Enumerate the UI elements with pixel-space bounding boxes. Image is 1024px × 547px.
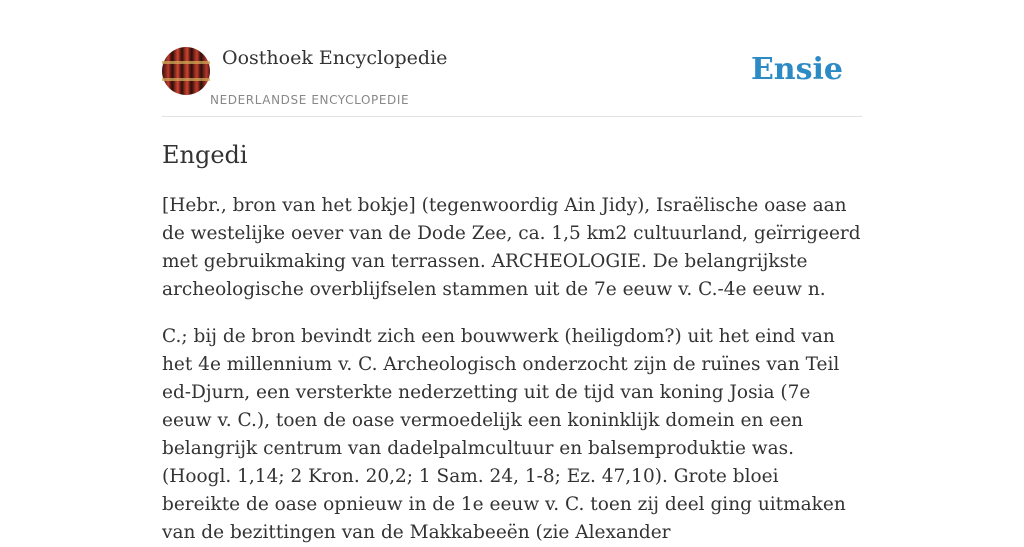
article-paragraph: C.; bij de bron bevindt zich een bouwwerk (heiligdom?) uit het eind van het 4e millennium v. C. Archeologisch onderzocht zijn de ruïnes van Teil ed-Djurn, een versterkte nederzetting uit de tijd van koning Josia (7e eeuw v. C.), toen de oase vermoedelijk een koninklijk domein en een belangrijk centrum van dadelpalmcultuur en balsemproduktie was. (Hoogl. 1,14; 2 Kron. 20,2; 1 Sam. 24, 1-8; Ez. 47,10). Grote bloei bereikte de oase opnieuw in de 1e eeuw v. C. toen zij deel ging uitmaken van de bezittingen van de Makkabeeën (zie Alexander bbox=[162, 326, 846, 543]
site-header bbox=[162, 46, 862, 117]
book-spine-band bbox=[162, 61, 210, 64]
encyclopedia-books-icon[interactable] bbox=[162, 47, 210, 95]
article-title: Engedi bbox=[162, 141, 248, 169]
site-name-link[interactable]: Oosthoek Encyclopedie bbox=[222, 47, 448, 69]
book-spine-band bbox=[162, 78, 210, 81]
site-subtitle: NEDERLANDSE ENCYCLOPEDIE bbox=[210, 93, 410, 107]
brand-logo-link[interactable]: Ensie bbox=[750, 52, 843, 87]
article-paragraph: [Hebr., bron van het bokje] (tegenwoordig Ain Jidy), Israëlische oase aan de westelijke oever van de Dode Zee, ca. 1,5 km2 cultuurland, geïrrigeerd met gebruikmaking van terrassen. ARCHEOLOGIE. De belangrijkste archeologische overblijfselen stammen uit de 7e eeuw v. C.-4e eeuw n. bbox=[162, 195, 861, 300]
